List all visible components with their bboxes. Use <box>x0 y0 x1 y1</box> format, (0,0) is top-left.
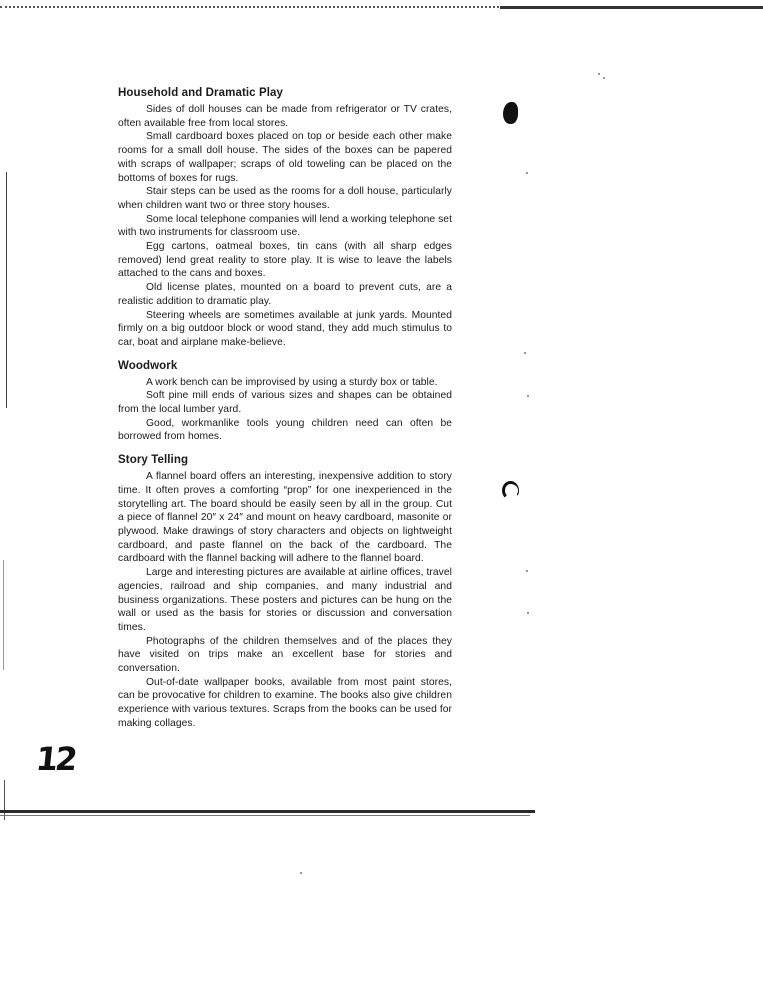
scan-speck <box>603 77 605 79</box>
section-woodwork <box>118 359 452 445</box>
paragraph: Some local telephone companies will lend a working telephone set with two instruments for classroom use. <box>118 213 452 239</box>
paragraph: Large and interesting pictures are available at airline offices, travel agencies, railroad and ship companies, and many industrial and business organizations. These posters and pictures can be hung on the wall or used as the basis for stories or discussion and conversation times. <box>118 567 452 633</box>
punch-hole-mark <box>502 481 519 500</box>
paragraph: Sides of doll houses can be made from refrigerator or TV crates, often available free from local stores. <box>118 104 452 129</box>
left-margin-mark <box>3 560 4 670</box>
paragraph: Photographs of the children themselves and of the places they have visited on trips make an excellent base for stories and conversation. <box>118 635 452 675</box>
section-story-telling <box>118 453 452 730</box>
paragraph: Soft pine mill ends of various sizes and shapes can be obtained from the local lumber yard. <box>118 390 452 416</box>
section-household-dramatic-play <box>118 86 452 350</box>
left-margin-mark <box>6 172 7 408</box>
paragraph: Out-of-date wallpaper books, available from most paint stores, can be provocative for children to examine. The books also give children experience with various textures. Scraps from the books can be used for making collages. <box>118 676 452 729</box>
paragraph: Steering wheels are sometimes available at junk yards. Mounted firmly on a big outdoor block or wood stand, they add much stimulus to car, boat and airplane make-believe. <box>118 309 452 348</box>
bottom-scan-edge <box>0 810 535 813</box>
scan-speck <box>524 352 526 354</box>
paragraph: Stair steps can be used as the rooms for a doll house, particularly when children want two or three story houses. <box>118 186 452 211</box>
punch-hole-mark <box>503 102 518 124</box>
section-heading: Woodwork <box>118 359 178 372</box>
scan-speck <box>300 872 302 874</box>
scan-speck <box>598 73 600 75</box>
scan-speck <box>526 570 528 572</box>
paragraph: Good, workmanlike tools young children need can often be borrowed from homes. <box>118 417 452 443</box>
section-heading: Story Telling <box>118 454 189 467</box>
paragraph: Egg cartons, oatmeal boxes, tin cans (with all sharp edges removed) lend great reality to store play. It is wise to leave the labels attached to the cans and boxes. <box>118 241 452 280</box>
section-heading: Household and Dramatic Play <box>118 87 284 99</box>
paragraph: Old license plates, mounted on a board to prevent cuts, are a realistic addition to dramatic play. <box>118 282 452 307</box>
paragraph: Small cardboard boxes placed on top or beside each other make rooms for a small doll house. The sides of the boxes can be papered with scraps of wallpaper; scraps of old toweling can be placed on the bottoms of boxes for rugs. <box>118 131 452 184</box>
scan-speck <box>527 395 529 397</box>
left-margin-mark <box>4 780 5 820</box>
page-number: 12 <box>34 740 77 778</box>
paragraph: A work bench can be improvised by using a sturdy box or table. <box>146 376 438 388</box>
page-body <box>118 86 452 740</box>
bottom-scan-edge <box>0 815 530 816</box>
scan-speck <box>526 172 528 174</box>
top-scan-edge-dark <box>500 6 763 9</box>
paragraph: A flannel board offers an interesting, inexpensive addition to story time. It often proves a comforting “prop” for one inexperienced in the storytelling art. The board should be easily seen by all in the group. Cut a piece of flannel 20″ x 24″ and mount on heavy cardboard, masonite or plywood. Make drawings of story characters and objects on lightweight cardboard, and paste flannel on the back of the cardboard. The cardboard with the flannel backing will adhere to the flannel board. <box>118 471 452 565</box>
scan-speck <box>527 612 529 614</box>
